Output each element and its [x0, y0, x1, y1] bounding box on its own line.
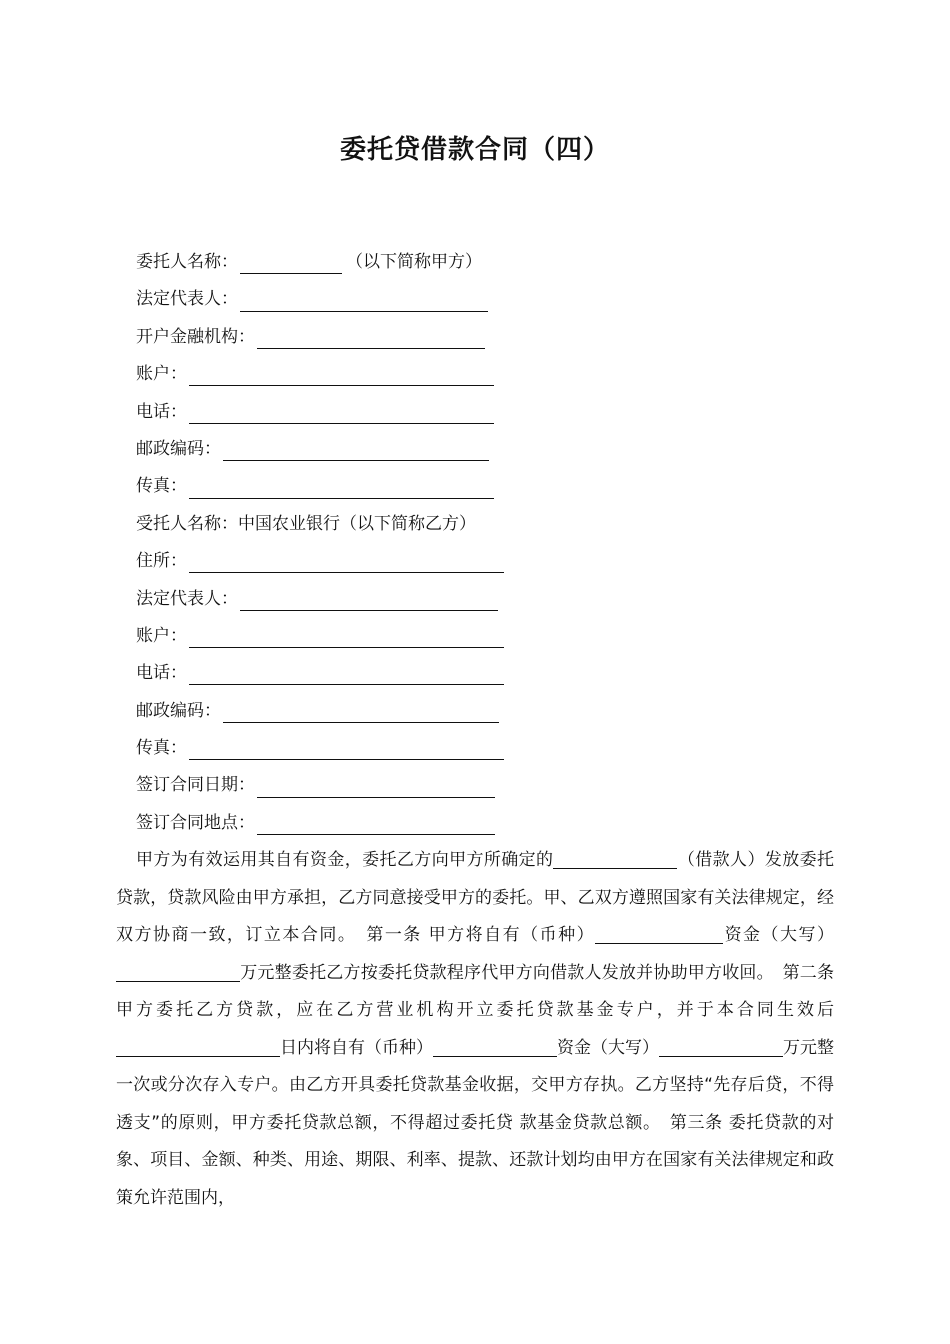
- party-b-fax-blank[interactable]: [189, 737, 504, 760]
- currency-blank-1b[interactable]: [653, 921, 723, 944]
- party-a-phone-field: [136, 394, 836, 431]
- party-b-name-field: [136, 506, 836, 543]
- party-b-fax-label: 传真：: [136, 738, 187, 759]
- party-a-rep-label: 法定代表人：: [136, 289, 238, 310]
- signing-place-field: [136, 805, 836, 842]
- body-segment-5: 日内将自有（币种）: [280, 1037, 433, 1058]
- party-b-account-field: [136, 618, 836, 655]
- party-a-account-blank[interactable]: [189, 363, 494, 386]
- body-segment-1: 甲方为有效运用其自有资金，委托乙方向甲方所确定的: [136, 850, 554, 870]
- party-b-phone-label: 电话：: [136, 663, 187, 684]
- party-a-name-suffix: （以下简称甲方）: [346, 252, 482, 272]
- signing-date-field: [136, 767, 836, 804]
- contract-body: [116, 842, 834, 1217]
- body-segment-4: 万元整委托乙方按委托贷款程序代甲方向借款人发放并协助甲方收回。 第二条 甲方委托乙方贷款，应在乙方营业机构开立委托贷款基金专户，并于本合同生效后: [116, 962, 834, 1020]
- document-title: 委托贷借款合同（四）: [339, 135, 610, 165]
- party-b-account-label: 账户：: [136, 625, 187, 646]
- party-b-address-blank[interactable]: [189, 550, 504, 573]
- party-b-postcode-blank[interactable]: [223, 700, 499, 723]
- party-a-account-field: [136, 356, 836, 393]
- party-a-account-label: 账户：: [136, 364, 187, 385]
- party-a-fax-blank[interactable]: [189, 476, 494, 499]
- party-a-postcode-label: 邮政编码：: [136, 438, 221, 459]
- currency-blank-2[interactable]: [433, 1034, 557, 1057]
- party-a-phone-blank[interactable]: [189, 401, 494, 424]
- borrower-blank[interactable]: [553, 846, 677, 869]
- party-a-bank-label: 开户金融机构：: [136, 326, 255, 347]
- party-info-fields: [136, 244, 836, 842]
- party-a-rep-field: [136, 281, 836, 318]
- party-a-bank-field: [136, 319, 836, 356]
- party-b-postcode-label: 邮政编码：: [136, 700, 221, 721]
- party-b-rep-blank[interactable]: [240, 588, 498, 611]
- signing-date-blank[interactable]: [257, 775, 495, 798]
- body-segment-2: （借款人）发放委托贷款，贷款风险由甲方承担，乙方同意接受甲方的委托。甲、乙双方遵照国家有关法律规定，经双方协商一致，订立本合同。 第一条 甲方将自有（币种）: [116, 850, 835, 945]
- party-b-phone-blank[interactable]: [189, 662, 504, 685]
- party-b-postcode-field: [136, 693, 836, 730]
- party-a-name-label: 委托人名称：: [136, 252, 238, 272]
- party-b-address-label: 住所：: [136, 551, 187, 572]
- days-blank[interactable]: [116, 1034, 280, 1057]
- party-b-rep-label: 法定代表人：: [136, 588, 238, 609]
- party-a-name-field: [136, 244, 836, 281]
- party-b-phone-field: [136, 655, 836, 692]
- party-b-rep-field: [136, 581, 836, 618]
- body-segment-6: 资金（大写）: [557, 1037, 659, 1058]
- party-a-postcode-field: [136, 431, 836, 468]
- party-a-rep-blank[interactable]: [240, 289, 488, 312]
- party-a-bank-blank[interactable]: [257, 326, 485, 349]
- party-b-account-blank[interactable]: [189, 625, 504, 648]
- party-b-address-field: [136, 543, 836, 580]
- signing-place-blank[interactable]: [257, 812, 495, 835]
- body-segment-3: 资金（大写）: [723, 925, 835, 945]
- amount-blank-1[interactable]: [116, 959, 240, 982]
- party-a-postcode-blank[interactable]: [223, 438, 489, 461]
- amount-blank-2[interactable]: [659, 1034, 783, 1057]
- party-a-fax-label: 传真：: [136, 476, 187, 497]
- party-b-fax-field: [136, 730, 836, 767]
- party-a-fax-field: [136, 468, 836, 505]
- signing-date-label: 签订合同日期：: [136, 775, 255, 796]
- currency-blank-1a[interactable]: [595, 921, 653, 944]
- party-a-name-blank[interactable]: [240, 251, 342, 274]
- party-b-name-label: 受托人名称：中国农业银行（以下简称乙方）: [136, 513, 476, 534]
- body-segment-7: 万元整一次或分次存入专户。由乙方开具委托贷款基金收据，交甲方存执。乙方坚持“先存后贷，不得透支”的原则，甲方委托贷款总额，不得超过委托贷 款基金贷款总额。 第三条 委托贷款的对象、项目、金额、种类、用途、期限、利率、提款、还款计划均由甲方在国家有关法律规定和政策允许范围内，: [116, 1037, 834, 1208]
- party-a-phone-label: 电话：: [136, 401, 187, 422]
- signing-place-label: 签订合同地点：: [136, 812, 255, 833]
